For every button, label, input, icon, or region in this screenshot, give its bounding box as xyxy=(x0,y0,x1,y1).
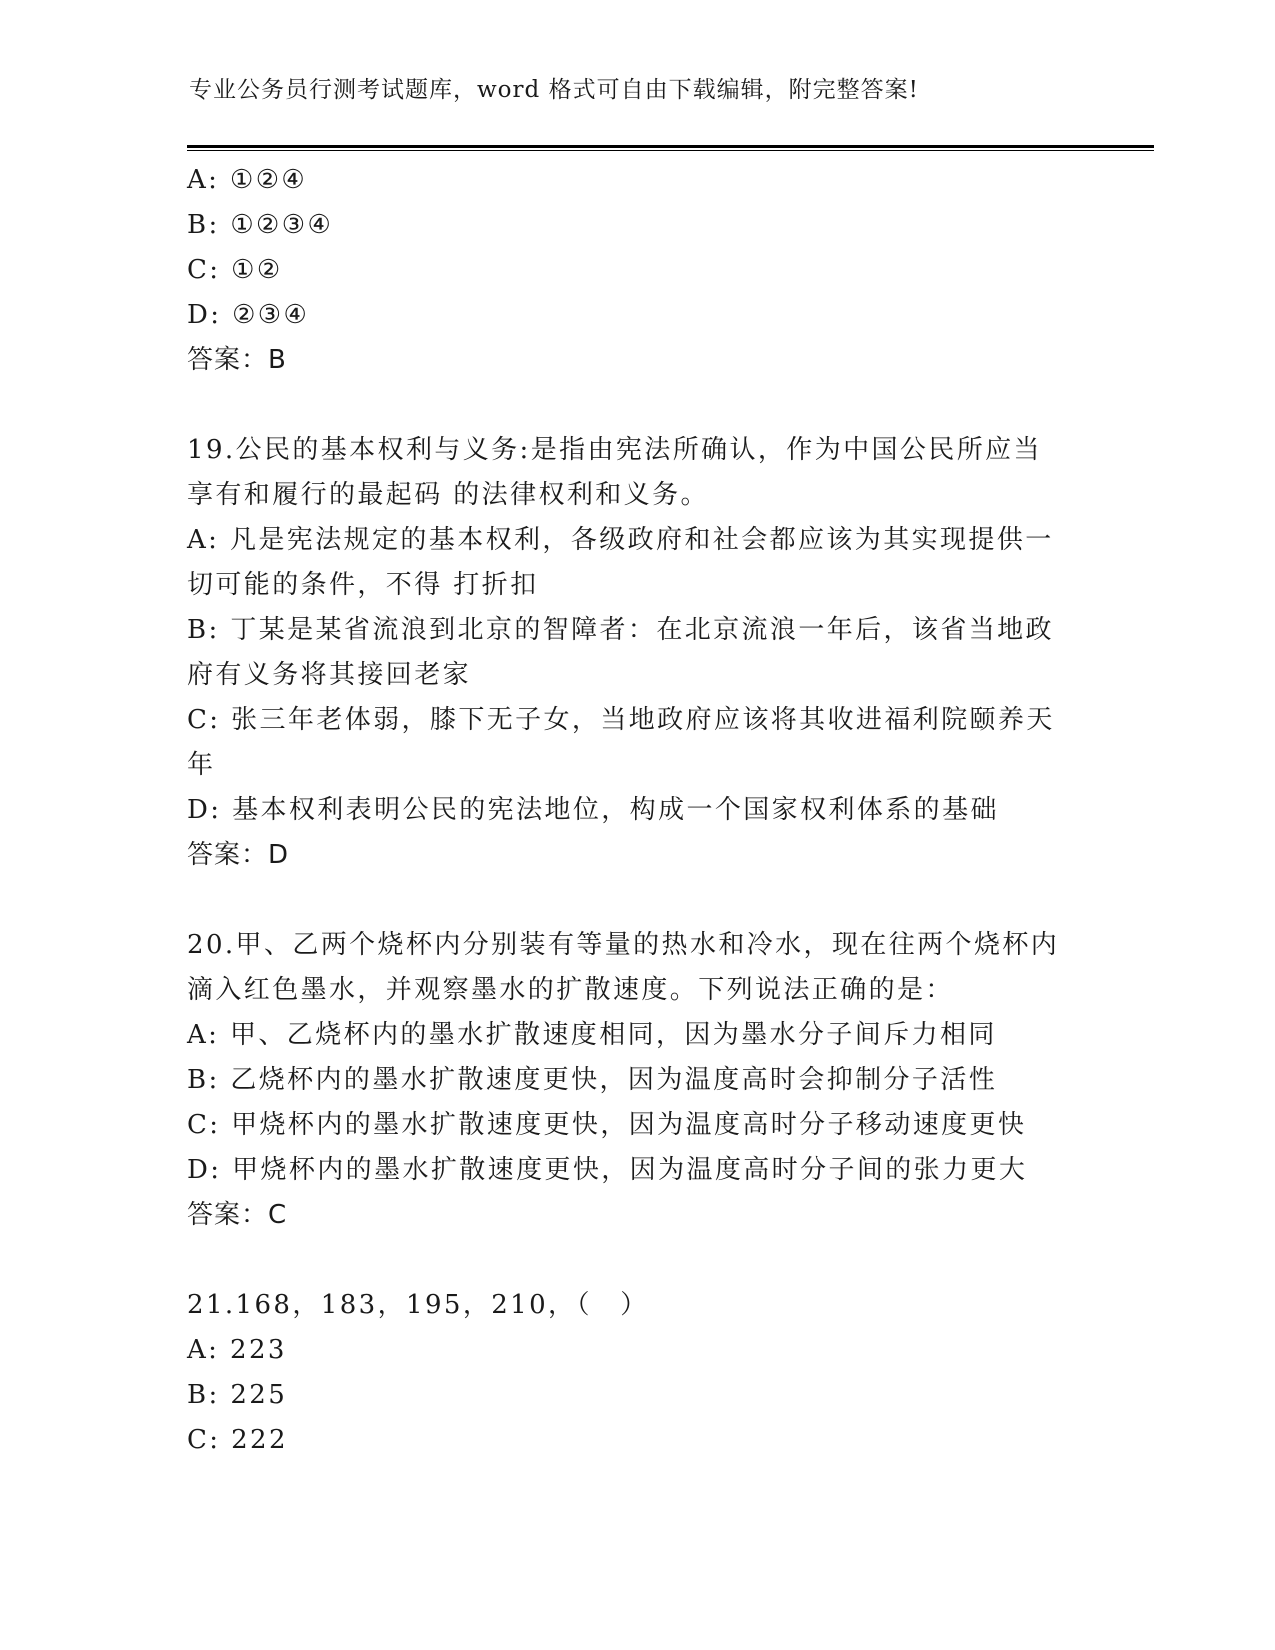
spacer xyxy=(187,383,1087,428)
option-a: A: ①②④ xyxy=(187,165,308,195)
option-a: A: 甲、乙烧杯内的墨水扩散速度相同，因为墨水分子间斥力相同 xyxy=(187,1020,997,1050)
option-d: D: 基本权利表明公民的宪法地位，构成一个国家权利体系的基础 xyxy=(187,795,999,825)
option-d: D: ②③④ xyxy=(187,300,310,330)
option-b: B: ①②③④ xyxy=(187,210,334,240)
option-a: A: 凡是宪法规定的基本权利，各级政府和社会都应该为其实现提供一 xyxy=(187,525,1054,555)
question-20 xyxy=(187,923,1087,1238)
option-b-continued: 府有义务将其接回老家 xyxy=(187,660,472,690)
answer-line: 答案：C xyxy=(187,1200,288,1230)
question-stem-line: 滴入红色墨水，并观察墨水的扩散速度。下列说法正确的是： xyxy=(187,975,954,1005)
question-stem-line: 20.甲、乙两个烧杯内分别装有等量的热水和冷水，现在往两个烧杯内 xyxy=(187,930,1060,960)
header-rule-thick xyxy=(187,145,1154,148)
spacer xyxy=(187,1238,1087,1283)
option-a-continued: 切可能的条件，不得 打折扣 xyxy=(187,570,539,600)
option-c: C: 222 xyxy=(187,1425,288,1455)
prev-question xyxy=(187,158,1087,383)
question-stem-line: 19.公民的基本权利与义务:是指由宪法所确认，作为中国公民所应当 xyxy=(187,435,1042,465)
option-b: B: 乙烧杯内的墨水扩散速度更快，因为温度高时会抑制分子活性 xyxy=(187,1065,998,1095)
option-c-continued: 年 xyxy=(187,750,216,780)
question-19 xyxy=(187,428,1087,878)
option-d: D: 甲烧杯内的墨水扩散速度更快，因为温度高时分子间的张力更大 xyxy=(187,1155,1028,1185)
page-header: 专业公务员行测考试题库，word 格式可自由下载编辑，附完整答案! xyxy=(189,77,919,103)
header-rule-thin xyxy=(187,150,1154,151)
question-stem-line: 21.168，183，195，210，（ ） xyxy=(187,1290,649,1320)
option-c: C: 张三年老体弱，膝下无子女，当地政府应该将其收进福利院颐养天 xyxy=(187,705,1055,735)
option-a: A: 223 xyxy=(187,1335,287,1365)
answer-line: 答案：D xyxy=(187,840,290,870)
question-21 xyxy=(187,1283,1087,1463)
answer-line: 答案：B xyxy=(187,345,287,375)
option-b: B: 丁某是某省流浪到北京的智障者：在北京流浪一年后，该省当地政 xyxy=(187,615,1054,645)
spacer xyxy=(187,878,1087,923)
question-stem-line: 享有和履行的最起码 的法律权利和义务。 xyxy=(187,480,709,510)
question-content xyxy=(187,158,1087,1463)
option-c: C: 甲烧杯内的墨水扩散速度更快，因为温度高时分子移动速度更快 xyxy=(187,1110,1027,1140)
option-b: B: 225 xyxy=(187,1380,288,1410)
option-c: C: ①② xyxy=(187,255,283,285)
